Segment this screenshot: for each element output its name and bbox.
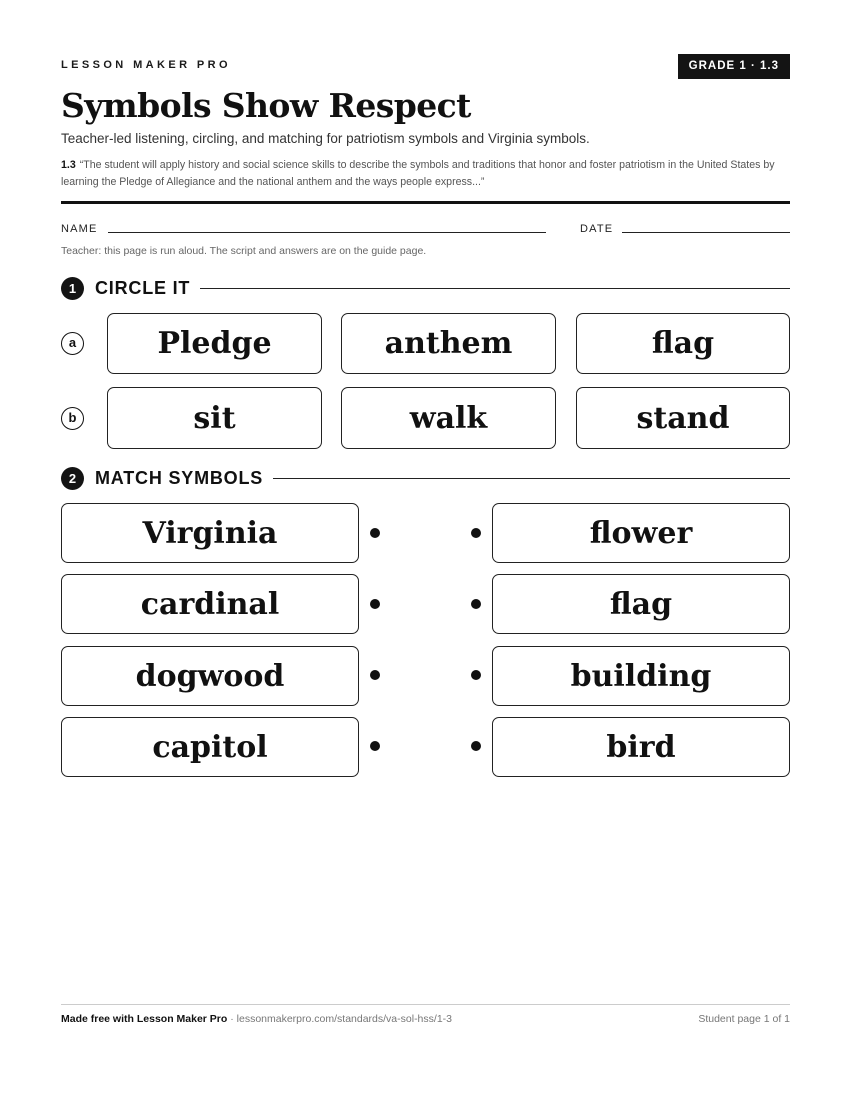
- match-right-flower[interactable]: flower: [492, 503, 790, 563]
- match-right-building[interactable]: building: [492, 646, 790, 706]
- date-line[interactable]: [622, 232, 790, 233]
- section-title: CIRCLE IT: [95, 277, 200, 300]
- circle-word-anthem[interactable]: anthem: [341, 313, 556, 374]
- footer-divider: [61, 1004, 790, 1005]
- match-left-dogwood[interactable]: dogwood: [61, 646, 359, 706]
- match-dot-right[interactable]: [471, 599, 481, 609]
- match-dot-left[interactable]: [370, 528, 380, 538]
- match-dot-left[interactable]: [370, 741, 380, 751]
- circle-word-pledge[interactable]: Pledge: [107, 313, 322, 374]
- match-dot-right[interactable]: [471, 670, 481, 680]
- footer-url[interactable]: lessonmakerpro.com/standards/va-sol-hss/1-3: [236, 1013, 452, 1025]
- section-match-symbols: [61, 467, 790, 491]
- match-left-virginia[interactable]: Virginia: [61, 503, 359, 563]
- brand-name: LESSON MAKER PRO: [61, 59, 231, 71]
- standard-code: 1.3: [61, 159, 76, 171]
- circle-word-sit[interactable]: sit: [107, 387, 322, 449]
- footer-credit: [61, 1013, 452, 1025]
- footer-separator: ·: [227, 1013, 237, 1025]
- header-divider: [61, 201, 790, 204]
- circle-word-walk[interactable]: walk: [341, 387, 556, 449]
- row-letter-a: a: [61, 332, 84, 355]
- grade-badge: GRADE 1 · 1.3: [678, 54, 790, 79]
- worksheet-page: [61, 0, 790, 1100]
- footer-page-label: Student page 1 of 1: [698, 1013, 790, 1025]
- match-dot-right[interactable]: [471, 528, 481, 538]
- match-right-flag[interactable]: flag: [492, 574, 790, 634]
- match-dot-left[interactable]: [370, 599, 380, 609]
- page-subtitle: Teacher-led listening, circling, and matching for patriotism symbols and Virginia symbols.: [61, 131, 590, 146]
- match-dot-left[interactable]: [370, 670, 380, 680]
- match-dot-right[interactable]: [471, 741, 481, 751]
- name-line[interactable]: [108, 232, 546, 233]
- section-title: MATCH SYMBOLS: [95, 467, 273, 490]
- section-number-badge: 2: [61, 467, 84, 490]
- footer-made-with: Made free with Lesson Maker Pro: [61, 1013, 228, 1025]
- standard-text: “The student will apply history and social science skills to describe the symbols and traditions that honor and foster patriotism in the United States by learning the Pledge of Allegiance and the national anthem and the ways people express...”: [61, 159, 775, 188]
- name-label: NAME: [61, 223, 98, 235]
- match-left-capitol[interactable]: capitol: [61, 717, 359, 777]
- standard-statement: [61, 157, 790, 191]
- section-circle-it: [61, 277, 790, 301]
- page-title: Symbols Show Respect: [61, 86, 471, 125]
- circle-word-flag[interactable]: flag: [576, 313, 790, 374]
- section-number-badge: 1: [61, 277, 84, 300]
- circle-word-stand[interactable]: stand: [576, 387, 790, 449]
- row-letter-b: b: [61, 407, 84, 430]
- match-left-cardinal[interactable]: cardinal: [61, 574, 359, 634]
- date-label: DATE: [580, 223, 614, 235]
- match-right-bird[interactable]: bird: [492, 717, 790, 777]
- teacher-note: Teacher: this page is run aloud. The script and answers are on the guide page.: [61, 245, 427, 257]
